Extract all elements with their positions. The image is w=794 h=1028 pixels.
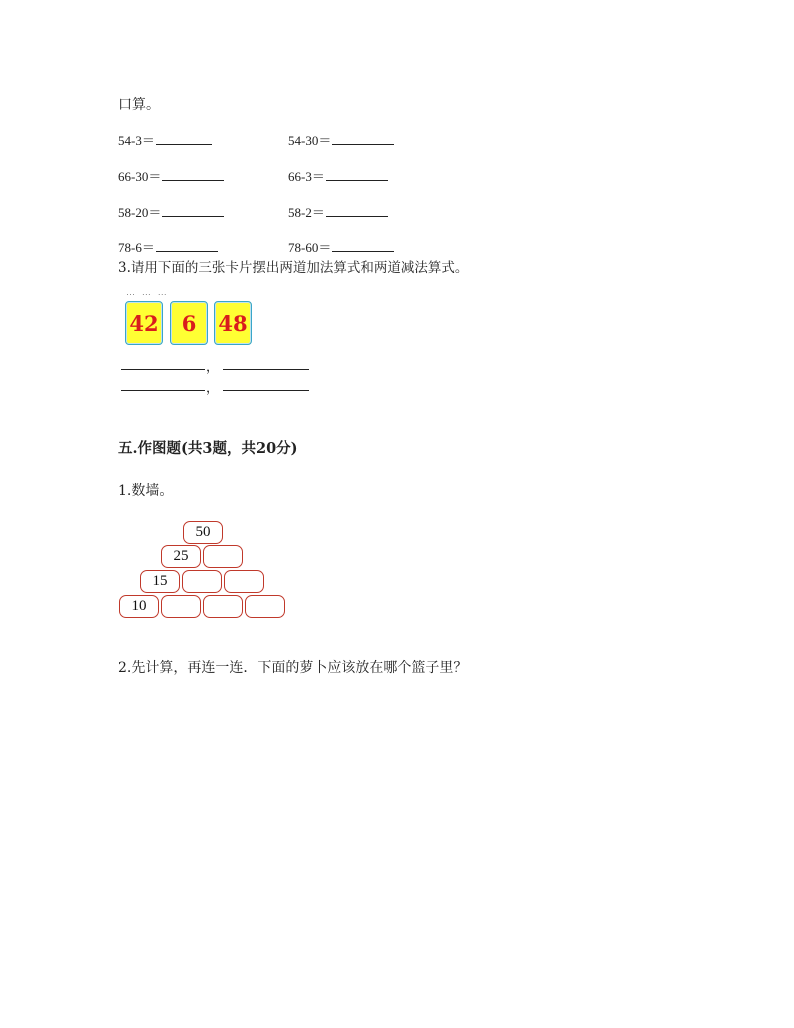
wall-brick-blank[interactable]: [224, 570, 264, 593]
answer-blank[interactable]: [326, 204, 388, 217]
equation: 78-60＝: [288, 239, 394, 257]
equation: 54-30＝: [288, 132, 394, 150]
answer-line[interactable]: [223, 369, 309, 370]
wall-brick-blank[interactable]: [245, 595, 285, 618]
question-3-text: 3.请用下面的三张卡片摆出两道加法算式和两道减法算式。: [118, 260, 469, 276]
wall-brick: 50: [183, 521, 223, 544]
answer-line[interactable]: [121, 369, 205, 370]
equation: 54-3＝: [118, 132, 212, 150]
question-2-text: 2.先计算，再连一连．下面的萝卜应该放在哪个篮子里？: [118, 660, 468, 676]
wall-brick-blank[interactable]: [203, 595, 243, 618]
answer-line[interactable]: [121, 390, 205, 391]
answer-blank[interactable]: [326, 168, 388, 181]
answer-blank[interactable]: [162, 168, 224, 181]
equation: 66-30＝: [118, 168, 224, 186]
number-card: 48: [214, 301, 252, 345]
wall-brick-blank[interactable]: [203, 545, 243, 568]
answer-blank[interactable]: [156, 132, 212, 145]
wall-brick: 25: [161, 545, 201, 568]
wall-brick: 10: [119, 595, 159, 618]
answer-blank[interactable]: [162, 204, 224, 217]
equation: 58-20＝: [118, 204, 224, 222]
decorative-dots: ⋯ ⋯ ⋯: [126, 290, 169, 300]
comma: ，: [206, 360, 220, 375]
wall-brick: 15: [140, 570, 180, 593]
answer-line[interactable]: [223, 390, 309, 391]
answer-blank[interactable]: [332, 239, 394, 252]
answer-blank[interactable]: [156, 239, 218, 252]
number-card: 6: [170, 301, 208, 345]
equation: 58-2＝: [288, 204, 388, 222]
number-card: 42: [125, 301, 163, 345]
wall-brick-blank[interactable]: [161, 595, 201, 618]
comma: ，: [206, 381, 220, 396]
section-5-title: 五.作图题(共3题，共20分): [118, 440, 298, 457]
number-wall-title: 1.数墙。: [118, 483, 174, 499]
oral-calc-title: 口算。: [118, 97, 160, 113]
wall-brick-blank[interactable]: [182, 570, 222, 593]
equation: 66-3＝: [288, 168, 388, 186]
answer-blank[interactable]: [332, 132, 394, 145]
equation: 78-6＝: [118, 239, 218, 257]
